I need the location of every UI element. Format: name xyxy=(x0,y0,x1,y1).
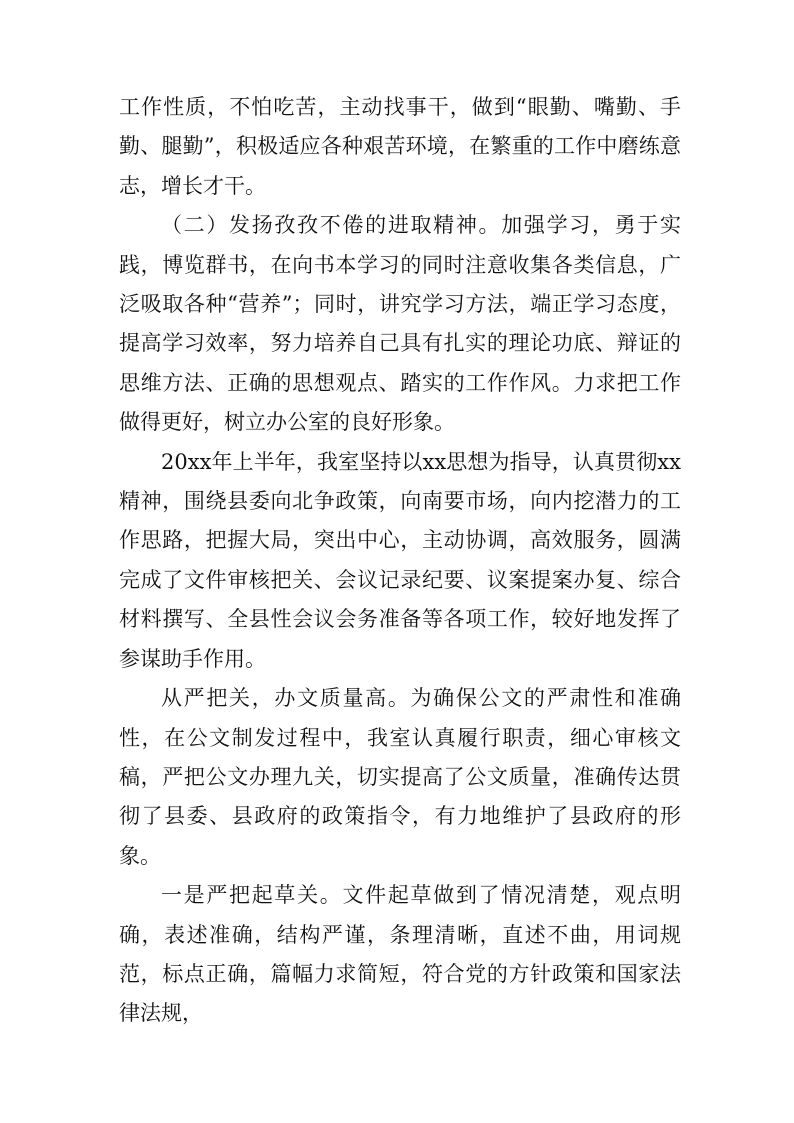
paragraph-1: 工作性质，不怕吃苦，主动找事干，做到“眼勤、嘴勤、手勤、腿勤”，积极适应各种艰苦环境，在繁重的工作中磨练意志，增长才干。 xyxy=(119,95,681,198)
paragraph-2: （二）发扬孜孜不倦的进取精神。加强学习，勇于实践，博览群书，在向书本学习的同时注意收集各类信息，广泛吸取各种“营养”；同时，讲究学习方法，端正学习态度，提高学习效率，努力培养自己具有扎实的理论功底、辩证的思维方法、正确的思想观点、踏实的工作作风。力求把工作做得更好，树立办公室的良好形象。 xyxy=(119,213,681,435)
paragraph-4: 从严把关，办文质量高。为确保公文的严肃性和准确性，在公文制发过程中，我室认真履行职责，细心审核文稿，严把公文办理九关，切实提高了公文质量，准确传达贯彻了县委、县政府的政策指令，有力地维护了县政府的形象。 xyxy=(119,686,681,868)
paragraph-3: 20xx年上半年，我室坚持以xx思想为指导，认真贯彻xx精神，围绕县委向北争政策，向南要市场，向内挖潜力的工作思路，把握大局，突出中心，主动协调，高效服务，圆满完成了文件审核把关、会议记录纪要、议案提案办复、综合材料撰写、全县性会议会务准备等各项工作，较好地发挥了参谋助手作用。 xyxy=(119,449,681,671)
paragraph-5: 一是严把起草关。文件起草做到了情况清楚，观点明确，表述准确，结构严谨，条理清晰，直述不曲，用词规范，标点正确，篇幅力求简短，符合党的方针政策和国家法律法规， xyxy=(119,883,681,1026)
document-body xyxy=(119,88,681,1034)
